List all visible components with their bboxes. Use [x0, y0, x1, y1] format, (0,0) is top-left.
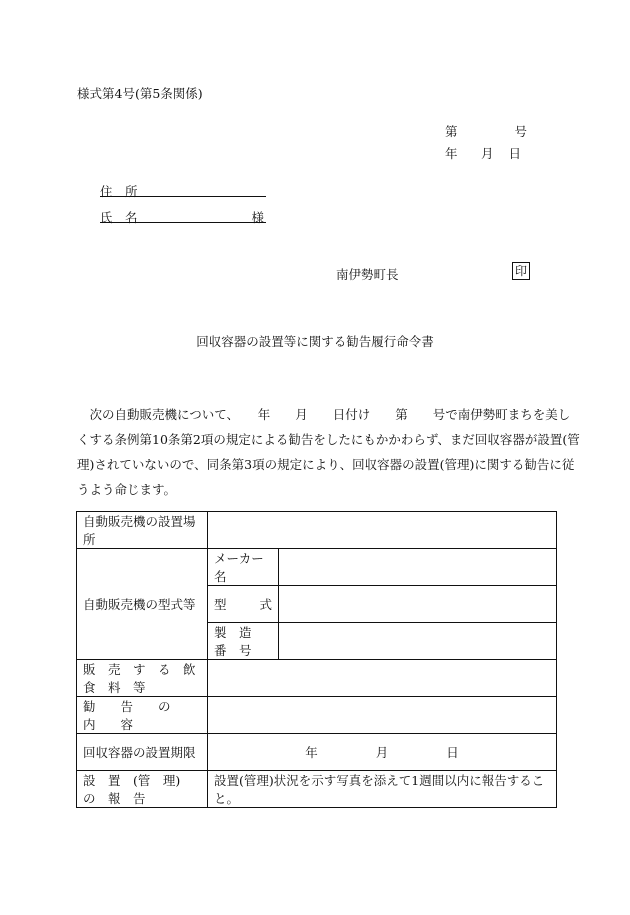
- name-label: 氏 名: [100, 210, 138, 225]
- deadline-day: 日: [446, 745, 459, 760]
- table-row: [77, 771, 557, 808]
- serial-value: [279, 623, 557, 660]
- body-line: 次の自動販売機について、 年 月 日付け 第 号で南伊勢町まちを美し: [77, 407, 571, 422]
- body-line: 理)されていないので、同条第3項の規定により、回収容器の設置(管理)に関する勧告に従: [77, 457, 575, 472]
- deadline-year: 年: [305, 745, 318, 760]
- maker-label: メーカー名: [208, 549, 279, 586]
- type-label: 型 式: [208, 586, 279, 623]
- table-row: [77, 660, 557, 697]
- date-month: 月: [481, 146, 494, 161]
- deadline-label: 回収容器の設置期限: [77, 734, 208, 771]
- name-field: [100, 208, 266, 223]
- report-label: 設 置 (管 理) の 報 告: [77, 771, 208, 808]
- document-body: [77, 402, 580, 502]
- number-suffix: 号: [514, 124, 527, 139]
- location-label: 自動販売機の設置場所: [77, 512, 208, 549]
- deadline-value: [208, 734, 557, 771]
- date-year: 年: [445, 146, 458, 161]
- order-details-table: [76, 511, 557, 808]
- table-row: [77, 697, 557, 734]
- beverage-label: 販 売 す る 飲 食 料 等: [77, 660, 208, 697]
- body-line: くする条例第10条第2項の規定による勧告をしたにもかかわらず、まだ回収容器が設置(管: [77, 432, 580, 447]
- deadline-month: 月: [375, 745, 389, 760]
- honorific: 様: [251, 210, 264, 225]
- body-line: うよう命じます。: [77, 482, 177, 497]
- table-row: [77, 549, 557, 586]
- type-value: [279, 586, 557, 623]
- number-prefix: 第: [445, 124, 458, 139]
- seal-mark: 印: [512, 262, 530, 280]
- report-value: 設置(管理)状況を示す写真を添えて1週間以内に報告すること。: [208, 771, 557, 808]
- table-row: [77, 734, 557, 771]
- address-label: 住 所: [100, 184, 138, 199]
- content-label: 勧 告 の 内 容: [77, 697, 208, 734]
- table-row: [77, 512, 557, 549]
- location-value: [208, 512, 557, 549]
- content-value: [208, 697, 557, 734]
- address-field: [100, 182, 266, 197]
- date-day: 日: [508, 146, 521, 161]
- serial-label: 製 造 番 号: [208, 623, 279, 660]
- issuer-title: 南伊勢町長: [336, 267, 399, 282]
- document-title: 回収容器の設置等に関する勧告履行命令書: [196, 334, 434, 349]
- model-label: 自動販売機の型式等: [77, 549, 208, 660]
- beverage-value: [208, 660, 557, 697]
- maker-value: [279, 549, 557, 586]
- form-number: 様式第4号(第5条関係): [77, 86, 203, 101]
